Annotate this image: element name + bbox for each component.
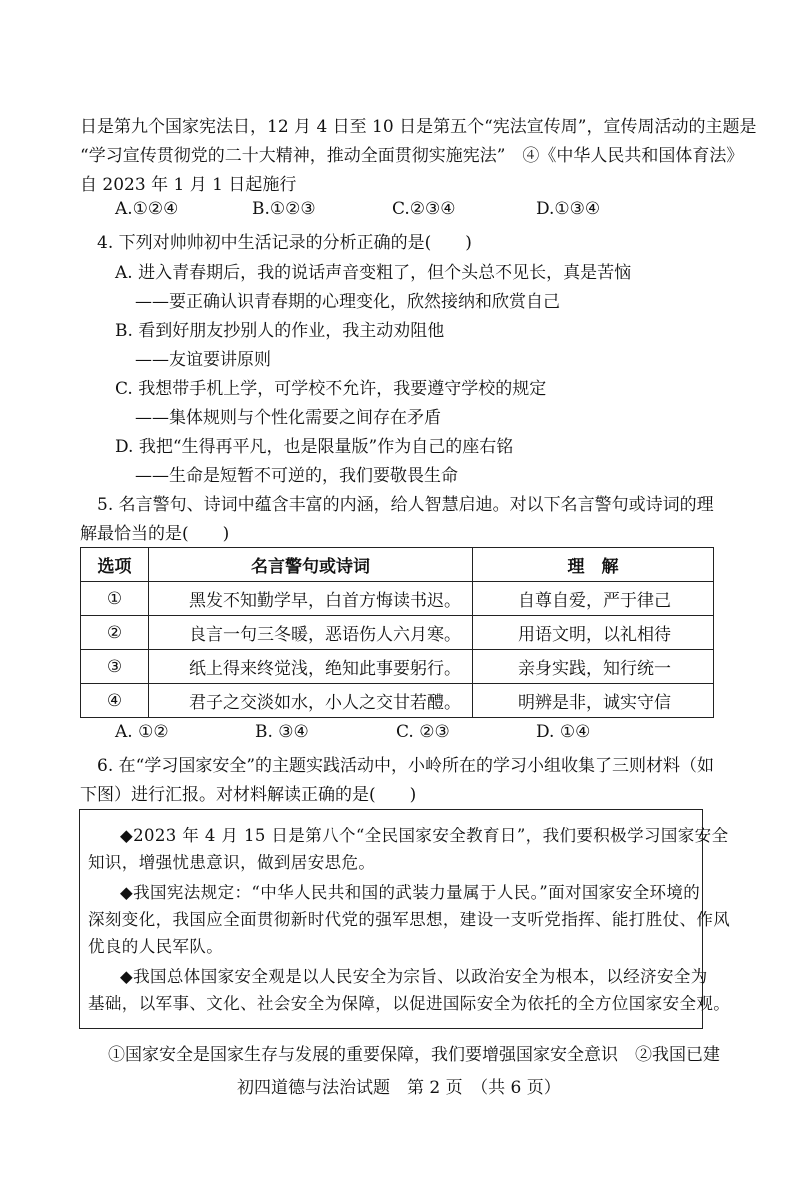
- row-quote: 黑发不知勤学早，白首方悔读书迟。: [149, 582, 473, 616]
- q3-option-b: B.①②③: [252, 199, 316, 219]
- page-footer: 初四道德与法治试题 第 2 页 （共 6 页）: [237, 1078, 561, 1098]
- q6-stem-line-1: 6. 在“学习国家安全”的主题实践活动中，小岭所在的学习小组收集了三则材料（如: [97, 756, 715, 776]
- row-number: ④: [81, 684, 149, 718]
- q3-option-d: D.①③④: [536, 199, 601, 219]
- row-quote: 纸上得来终觉浅，绝知此事要躬行。: [149, 650, 473, 684]
- material-2-line-3: 优良的人民军队。: [88, 937, 224, 956]
- q4-record-b: B. 看到好朋友抄别人的作业，我主动劝阻他: [115, 321, 445, 341]
- header-quote: 名言警句或诗词: [149, 548, 473, 582]
- material-3-line-1: ◆我国总体国家安全观是以人民安全为宗旨、以政治安全为根本，以经济安全为: [120, 967, 708, 986]
- row-quote: 良言一句三冬暖，恶语伤人六月寒。: [149, 616, 473, 650]
- material-box: [79, 809, 731, 1029]
- table-row: [81, 684, 714, 718]
- material-1-line-2: 知识，增强忧患意识，做到居安思危。: [88, 853, 376, 872]
- q4-analysis-d: ——生命是短暂不可逆的，我们要敬畏生命: [135, 466, 458, 486]
- row-quote: 君子之交淡如水，小人之交甘若醴。: [149, 684, 473, 718]
- material-1-line-1: ◆2023 年 4 月 15 日是第八个“全民国家安全教育日”，我们要积极学习国家安全: [120, 826, 729, 845]
- table-row: [81, 582, 714, 616]
- table-row: [81, 650, 714, 684]
- row-number: ③: [81, 650, 149, 684]
- q6-stem-line-2: 下图）进行汇报。对材料解读正确的是( ): [80, 785, 417, 805]
- q3-option-a: A.①②④: [115, 199, 179, 219]
- row-understanding: 用语文明，以礼相待: [473, 616, 714, 650]
- row-understanding: 亲身实践，知行统一: [473, 650, 714, 684]
- q4-record-c: C. 我想带手机上学，可学校不允许，我要遵守学校的规定: [115, 379, 547, 399]
- q5-option-c: C. ②③: [396, 722, 450, 742]
- table-header-row: [81, 548, 714, 582]
- q4-record-a: A. 进入青春期后，我的说话声音变粗了，但个头总不见长，真是苦恼: [115, 263, 632, 283]
- q4-analysis-a: ——要正确认识青春期的心理变化，欣然接纳和欣赏自己: [135, 292, 560, 312]
- q5-option-a: A. ①②: [115, 722, 169, 742]
- q4-analysis-b: ——友谊要讲原则: [135, 350, 271, 370]
- header-understanding: 理 解: [473, 548, 714, 582]
- row-number: ②: [81, 616, 149, 650]
- q6-choice-line: ①国家安全是国家生存与发展的重要保障，我们要增强国家安全意识 ②我国已建: [108, 1045, 720, 1065]
- q4-record-d: D. 我把“生得再平凡，也是限量版”作为自己的座右铭: [115, 437, 514, 457]
- material-3-line-2: 基础，以军事、文化、社会安全为保障，以促进国际安全为依托的全方位国家安全观。: [88, 994, 731, 1013]
- q5-option-b: B. ③④: [255, 722, 309, 742]
- q5-stem-line-2: 解最恰当的是( ): [80, 524, 230, 544]
- header-option: 选项: [81, 548, 149, 582]
- row-understanding: 自尊自爱，严于律己: [473, 582, 714, 616]
- row-understanding: 明辨是非，诚实守信: [473, 684, 714, 718]
- q5-stem-line-1: 5. 名言警句、诗词中蕴含丰富的内涵，给人智慧启迪。对以下名言警句或诗词的理: [97, 495, 714, 515]
- q3-text-line-3: 自 2023 年 1 月 1 日起施行: [80, 175, 297, 195]
- material-2-line-2: 深刻变化，我国应全面贯彻新时代党的强军思想，建设一支听党指挥、能打胜仗、作风: [88, 910, 731, 929]
- q3-text-line-2: “学习宣传贯彻党的二十大精神，推动全面贯彻实施宪法” ④《中华人民共和国体育法》: [80, 146, 744, 166]
- q4-stem: 4. 下列对帅帅初中生活记录的分析正确的是( ): [97, 233, 472, 253]
- q3-option-c: C.②③④: [392, 199, 456, 219]
- q4-analysis-c: ——集体规则与个性化需要之间存在矛盾: [135, 408, 441, 428]
- q5-option-d: D. ①④: [536, 722, 591, 742]
- row-number: ①: [81, 582, 149, 616]
- material-2-line-1: ◆我国宪法规定：“中华人民共和国的武装力量属于人民。”面对国家安全环境的: [120, 883, 701, 902]
- q3-text-line-1: 日是第九个国家宪法日，12 月 4 日至 10 日是第五个“宪法宣传周”，宣传周活动的主题是: [80, 117, 757, 137]
- table-row: [81, 616, 714, 650]
- q5-table: [80, 547, 714, 718]
